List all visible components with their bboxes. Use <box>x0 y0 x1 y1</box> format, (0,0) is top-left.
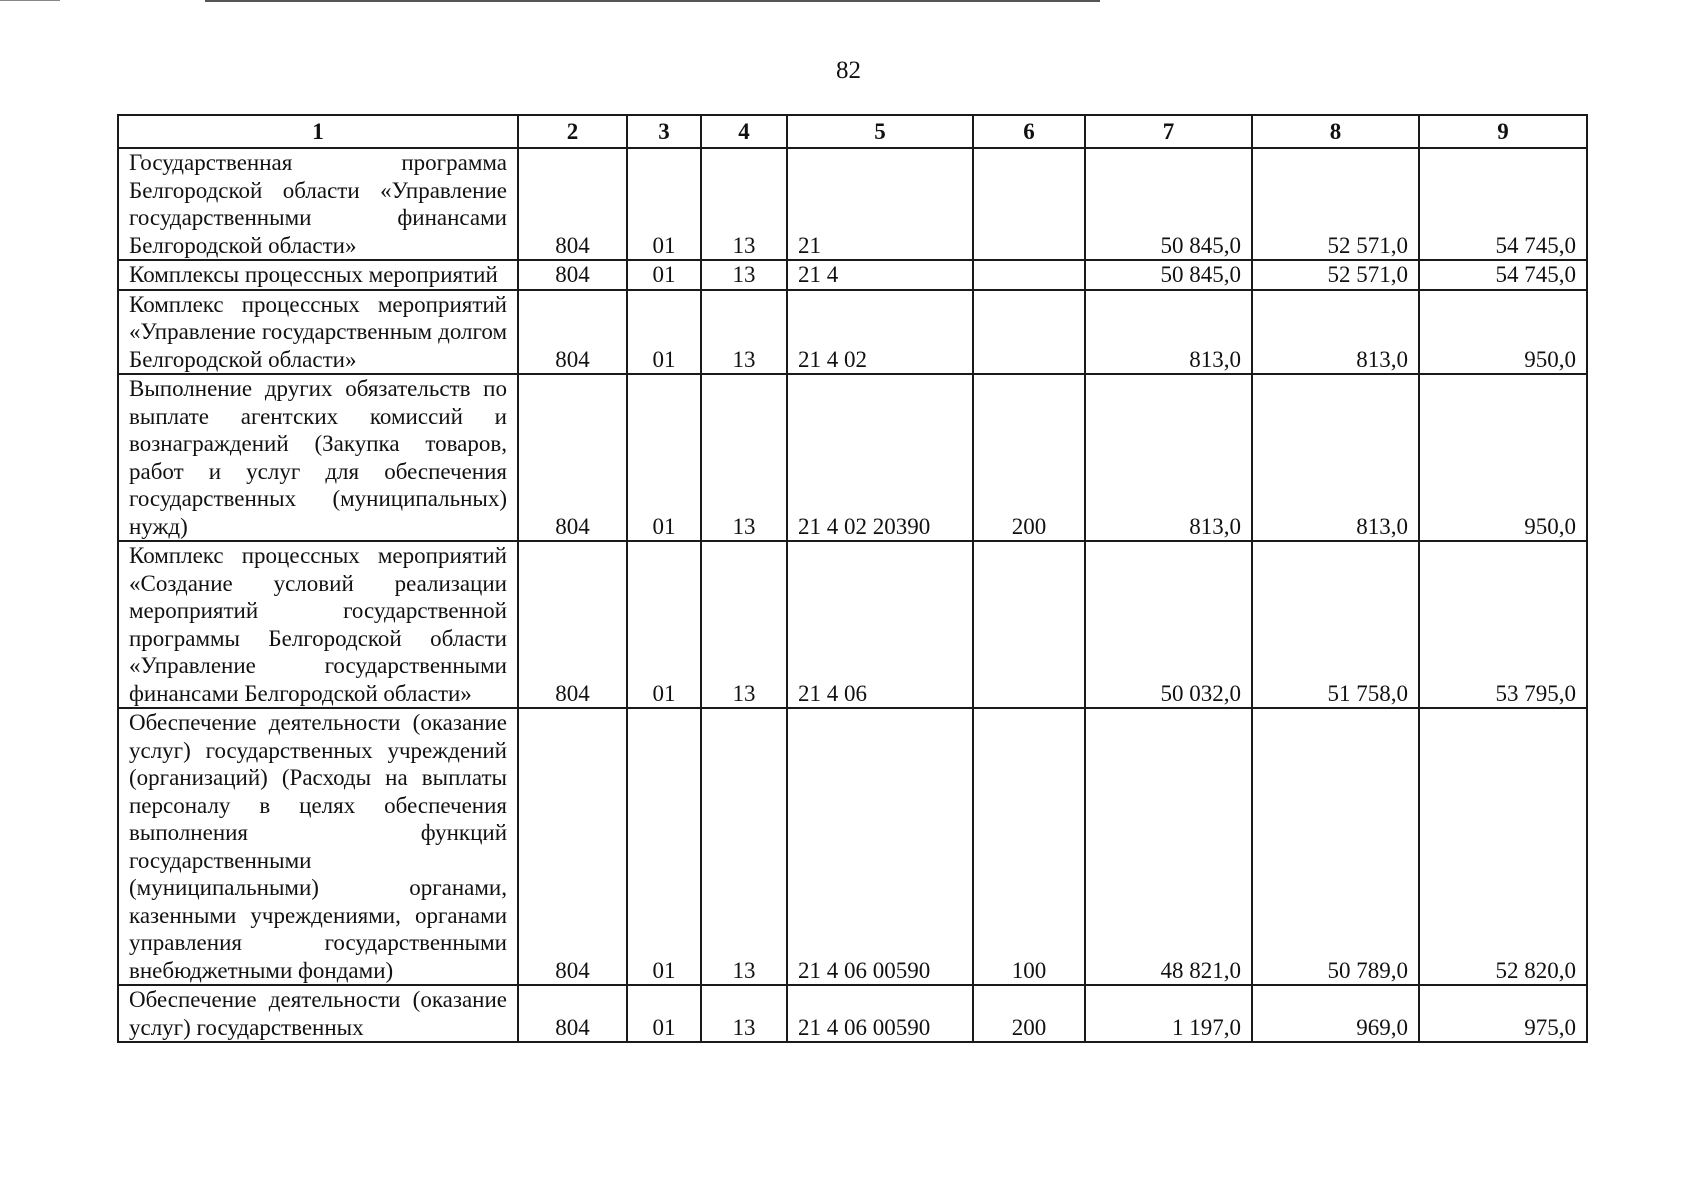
cell-col3: 01 <box>627 708 701 985</box>
cell-col7: 1 197,0 <box>1085 985 1252 1042</box>
cell-col5: 21 4 02 20390 <box>787 374 973 541</box>
cell-col8: 51 758,0 <box>1252 541 1419 708</box>
cell-col5: 21 <box>787 148 973 260</box>
cell-col7: 50 032,0 <box>1085 541 1252 708</box>
column-header-2: 2 <box>518 115 627 148</box>
table-row <box>118 260 1587 290</box>
cell-col2: 804 <box>518 541 627 708</box>
cell-col8: 813,0 <box>1252 290 1419 375</box>
cell-col9: 975,0 <box>1419 985 1587 1042</box>
table-row <box>118 708 1587 985</box>
table-row <box>118 541 1587 708</box>
cell-col6: 200 <box>973 374 1085 541</box>
cell-col2: 804 <box>518 260 627 290</box>
cell-col9: 53 795,0 <box>1419 541 1587 708</box>
cell-col5: 21 4 06 00590 <box>787 708 973 985</box>
column-header-6: 6 <box>973 115 1085 148</box>
column-header-1: 1 <box>118 115 518 148</box>
cell-col8: 52 571,0 <box>1252 148 1419 260</box>
cell-col9: 950,0 <box>1419 374 1587 541</box>
row-name: Выполнение других обязательств по выплате агентских комиссий и вознаграждений (Закупка товаров, работ и услуг для обеспечения государственных (муниципальных) нужд) <box>118 374 518 541</box>
table-row <box>118 374 1587 541</box>
cell-col6 <box>973 541 1085 708</box>
cell-col4: 13 <box>701 374 787 541</box>
column-header-8: 8 <box>1252 115 1419 148</box>
column-header-7: 7 <box>1085 115 1252 148</box>
row-name: Комплекс процессных мероприятий «Создание условий реализации мероприятий государственной программы Белгородской области «Управление государственными финансами Белгородской области» <box>118 541 518 708</box>
cell-col9: 52 820,0 <box>1419 708 1587 985</box>
page-number: 82 <box>836 57 861 84</box>
cell-col3: 01 <box>627 290 701 375</box>
cell-col2: 804 <box>518 708 627 985</box>
header-row <box>118 115 1587 148</box>
cell-col6 <box>973 290 1085 375</box>
table-row <box>118 985 1587 1042</box>
cell-col3: 01 <box>627 148 701 260</box>
cell-col9: 54 745,0 <box>1419 148 1587 260</box>
cell-col6: 100 <box>973 708 1085 985</box>
column-header-9: 9 <box>1419 115 1587 148</box>
row-name: Государственная программа Белгородской области «Управление государственными финансами Белгородской области» <box>118 148 518 260</box>
table-row <box>118 290 1587 375</box>
cell-col2: 804 <box>518 985 627 1042</box>
table-row <box>118 148 1587 260</box>
cell-col2: 804 <box>518 148 627 260</box>
cell-col5: 21 4 <box>787 260 973 290</box>
column-header-4: 4 <box>701 115 787 148</box>
cell-col7: 50 845,0 <box>1085 260 1252 290</box>
cell-col4: 13 <box>701 290 787 375</box>
cell-col4: 13 <box>701 148 787 260</box>
cell-col7: 48 821,0 <box>1085 708 1252 985</box>
column-header-3: 3 <box>627 115 701 148</box>
cell-col9: 54 745,0 <box>1419 260 1587 290</box>
cell-col8: 813,0 <box>1252 374 1419 541</box>
cell-col9: 950,0 <box>1419 290 1587 375</box>
scan-edge-line <box>0 0 60 1</box>
cell-col3: 01 <box>627 260 701 290</box>
cell-col7: 813,0 <box>1085 290 1252 375</box>
scan-top-rule <box>205 0 1100 2</box>
cell-col8: 52 571,0 <box>1252 260 1419 290</box>
row-name: Обеспечение деятельности (оказание услуг) государственных <box>118 985 518 1042</box>
cell-col3: 01 <box>627 541 701 708</box>
cell-col4: 13 <box>701 260 787 290</box>
cell-col4: 13 <box>701 708 787 985</box>
cell-col5: 21 4 06 <box>787 541 973 708</box>
cell-col7: 50 845,0 <box>1085 148 1252 260</box>
cell-col2: 804 <box>518 374 627 541</box>
column-header-5: 5 <box>787 115 973 148</box>
cell-col4: 13 <box>701 541 787 708</box>
cell-col8: 50 789,0 <box>1252 708 1419 985</box>
row-name: Комплексы процессных мероприятий <box>118 260 518 290</box>
cell-col6 <box>973 148 1085 260</box>
cell-col6: 200 <box>973 985 1085 1042</box>
cell-col5: 21 4 06 00590 <box>787 985 973 1042</box>
cell-col5: 21 4 02 <box>787 290 973 375</box>
cell-col3: 01 <box>627 374 701 541</box>
budget-table <box>117 114 1588 1043</box>
cell-col7: 813,0 <box>1085 374 1252 541</box>
cell-col2: 804 <box>518 290 627 375</box>
row-name: Комплекс процессных мероприятий «Управление государственным долгом Белгородской области» <box>118 290 518 375</box>
cell-col3: 01 <box>627 985 701 1042</box>
cell-col4: 13 <box>701 985 787 1042</box>
cell-col6 <box>973 260 1085 290</box>
cell-col8: 969,0 <box>1252 985 1419 1042</box>
row-name: Обеспечение деятельности (оказание услуг) государственных учреждений (организаций) (Расходы на выплаты персоналу в целях обеспечения выполнения функций государственными (муниципальными) органами, казенными учреждениями, органами управления государственными внебюджетными фондами) <box>118 708 518 985</box>
